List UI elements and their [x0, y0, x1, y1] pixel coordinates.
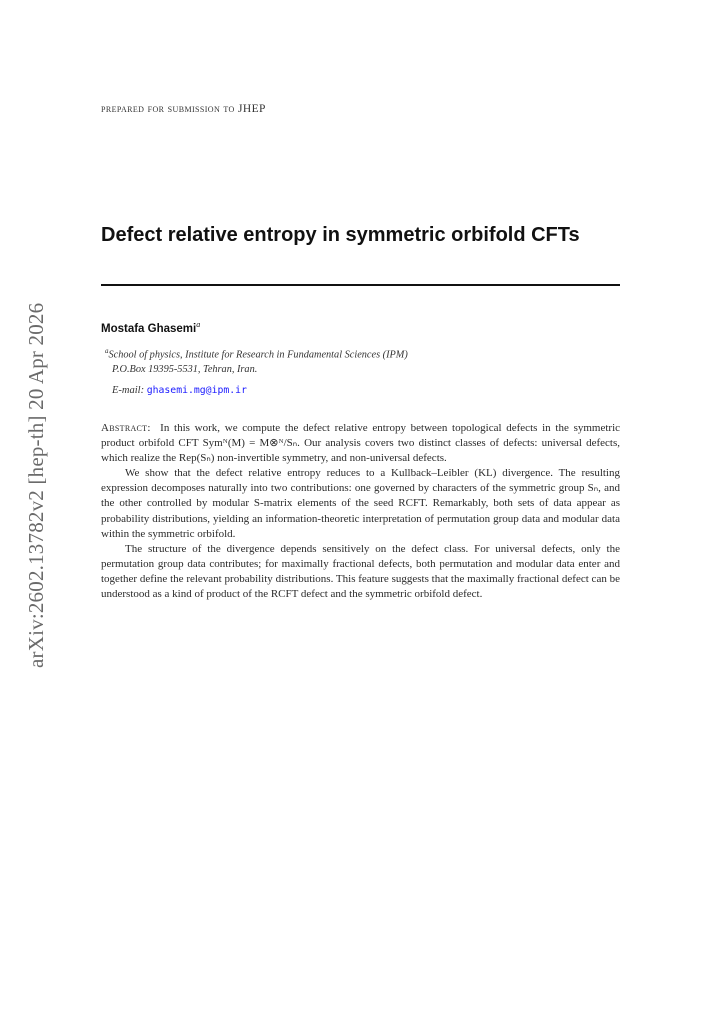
abstract-heading: Abstract:: [101, 422, 151, 434]
affiliation-line-1: $^a$School of physics, Institute for Research in Fundamental Sciences (IPM): [105, 347, 408, 361]
email-line: [112, 385, 247, 396]
abstract-paragraph-2: We show that the defect relative entropy reduces to a Kullback–Leibler (KL) divergence. The resulting expression decomposes naturally into two contributions: one governed by characters of the symmetric group Sₙ, and the other controlled by modular S-matrix elements of the seed RCFT. Remarkably, both sets of data appear as probability distributions, yielding an information-theoretic interpretation of permutation group data and modular data within the symmetric orbifold.: [101, 467, 620, 540]
author-name: Mostafa Ghasemi: [101, 322, 197, 335]
affiliation: [105, 344, 625, 377]
email-label: E-mail:: [112, 385, 145, 396]
affiliation-mark: a: [105, 347, 109, 355]
paper-title: Defect relative entropy in symmetric orbifold CFTs: [101, 224, 580, 246]
submission-note-lead: prepared for submission to: [101, 103, 239, 115]
title-rule: [101, 284, 620, 286]
journal-name: JHEP: [238, 103, 266, 115]
arxiv-identifier-stamp: arXiv:2602.13782v2 [hep-th] 20 Apr 2026: [24, 302, 48, 668]
author-affiliation-mark: a: [196, 320, 201, 329]
email-link[interactable]: ghasemi.mg@ipm.ir: [146, 385, 247, 396]
affiliation-line-2: P.O.Box 19395-5531, Tehran, Iran.: [112, 364, 258, 376]
submission-note: [101, 103, 266, 115]
abstract-paragraph-1: Abstract: In this work, we compute the defect relative entropy between topological defects in the symmetric product orbifold CFT Symᴺ(M) = M⊗ᴺ/Sₙ. Our analysis covers two distinct classes of defects: universal defects, which realize the Rep(Sₙ) non-invertible symmetry, and non-universal defects.: [101, 422, 621, 465]
author-line: [101, 320, 200, 335]
abstract-paragraph-3: The structure of the divergence depends sensitively on the defect class. For universal defects, only the permutation group data contributes; for maximally fractional defects, both permutation and modular data enter and together define the relevant probability distributions. This feature suggests that the maximally fractional defect can be understood as a kind of product of the RCFT defect and the symmetric orbifold defect.: [101, 542, 620, 601]
abstract: [101, 421, 620, 602]
